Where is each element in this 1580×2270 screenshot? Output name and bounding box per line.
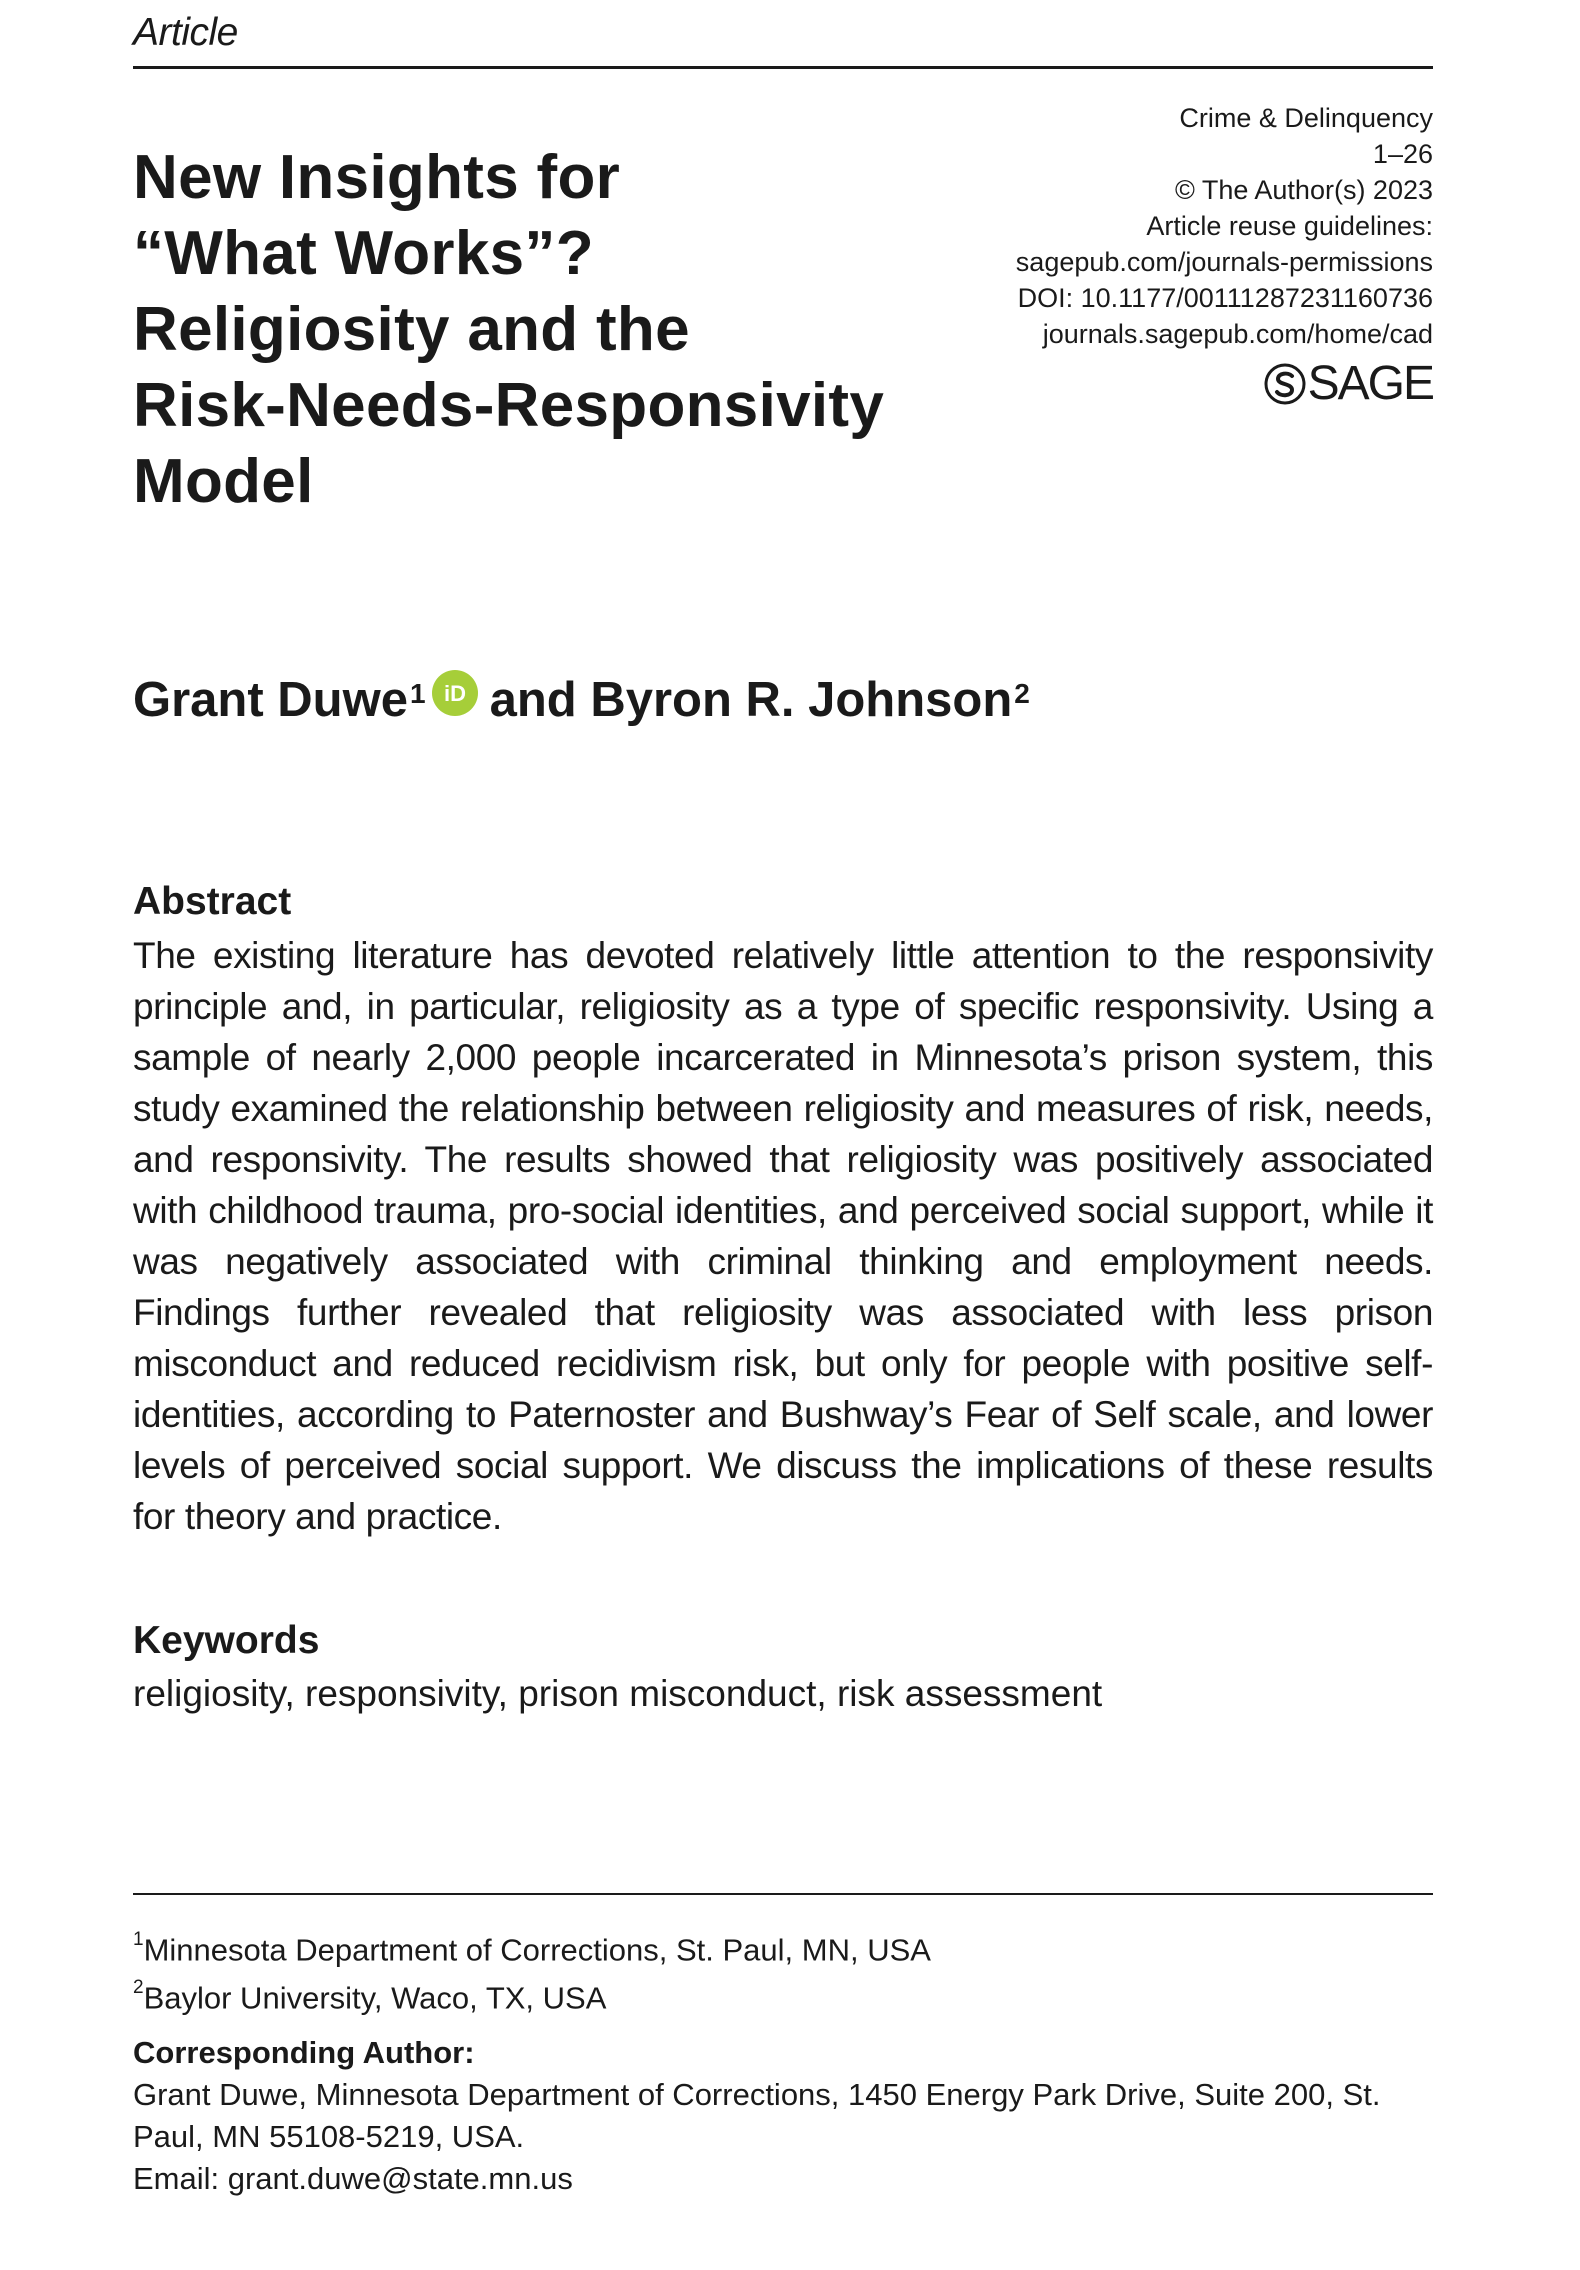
keywords-text: religiosity, responsivity, prison misconduct, risk assessment bbox=[133, 1673, 1103, 1714]
affiliation-text: Minnesota Department of Corrections, St. Paul, MN, USA bbox=[143, 1932, 931, 1968]
header-rule bbox=[133, 66, 1433, 69]
title-line: Risk-Needs-Responsivity bbox=[133, 371, 885, 440]
corresponding-email[interactable]: Email: grant.duwe@state.mn.us bbox=[133, 2161, 573, 2196]
affiliation-marker: 1 bbox=[133, 1929, 144, 1950]
doi[interactable]: DOI: 10.1177/00111287231160736 bbox=[1017, 283, 1433, 313]
affiliation-marker: 2 bbox=[1014, 678, 1030, 709]
title-line: New Insights for bbox=[133, 143, 621, 212]
affiliation-text: Baylor University, Waco, TX, USA bbox=[143, 1980, 607, 2016]
reuse-guidelines-label: Article reuse guidelines: bbox=[1146, 211, 1433, 241]
corresponding-author-heading: Corresponding Author: bbox=[133, 2035, 475, 2070]
keywords-heading: Keywords bbox=[133, 1619, 320, 1662]
affiliation-item bbox=[133, 1971, 931, 2019]
sage-logo-text: SAGE bbox=[1307, 357, 1433, 410]
abstract-heading: Abstract bbox=[133, 880, 292, 923]
corresponding-address: Grant Duwe, Minnesota Department of Corrections, 1450 Energy Park Drive, Suite 200, St. Paul, MN 55108-5219, USA. bbox=[133, 2077, 1381, 2154]
footnote-rule bbox=[133, 1893, 1433, 1895]
affiliation-item bbox=[133, 1923, 931, 1971]
author-name[interactable]: Grant Duwe bbox=[133, 673, 408, 727]
article-title bbox=[133, 140, 993, 520]
author-name[interactable]: Byron R. Johnson bbox=[590, 673, 1013, 727]
journal-homepage-link[interactable]: journals.sagepub.com/home/cad bbox=[1042, 319, 1433, 349]
svg-text:iD: iD bbox=[443, 681, 466, 706]
affiliations bbox=[133, 1923, 931, 2020]
orcid-icon[interactable] bbox=[432, 670, 478, 716]
sage-s-icon bbox=[1264, 363, 1306, 405]
title-line: Model bbox=[133, 447, 314, 516]
article-type-label: Article bbox=[133, 11, 238, 54]
page-range: 1–26 bbox=[1372, 139, 1433, 169]
author-list bbox=[133, 668, 1030, 732]
title-line: “What Works”? bbox=[133, 219, 594, 288]
article-page bbox=[133, 0, 1433, 2270]
title-line: Religiosity and the bbox=[133, 295, 690, 364]
corresponding-author-details bbox=[133, 2074, 1433, 2200]
affiliation-marker: 1 bbox=[409, 678, 426, 709]
reuse-guidelines-link[interactable]: sagepub.com/journals-permissions bbox=[1015, 247, 1433, 277]
copyright-notice: © The Author(s) 2023 bbox=[1174, 175, 1433, 205]
journal-name: Crime & Delinquency bbox=[1179, 103, 1433, 133]
affiliation-marker: 2 bbox=[133, 1977, 144, 1999]
abstract-text: The existing literature has devoted relatively little attention to the responsivity principle and, in particular, religiosity as a type of specific responsivity. Using a sample of nearly 2,000 people incarcerated in Minnesota’s prison system, this study examined the relationship between religiosity and measures of risk, needs, and responsivity. The results showed that religiosity was positively associated with childhood trauma, pro-social identities, and perceived social support, while it was negatively associated with criminal thinking and employment needs. Findings further revealed that religiosity was associated with less prison misconduct and reduced recidivism risk, but only for people with positive self-identities, according to Paternoster and Bushway’s Fear of Self scale, and lower levels of perceived social support. We discuss the implications of these results for theory and practice. bbox=[133, 935, 1433, 1537]
author-connector: and bbox=[489, 673, 577, 727]
sage-logo bbox=[1264, 356, 1433, 412]
